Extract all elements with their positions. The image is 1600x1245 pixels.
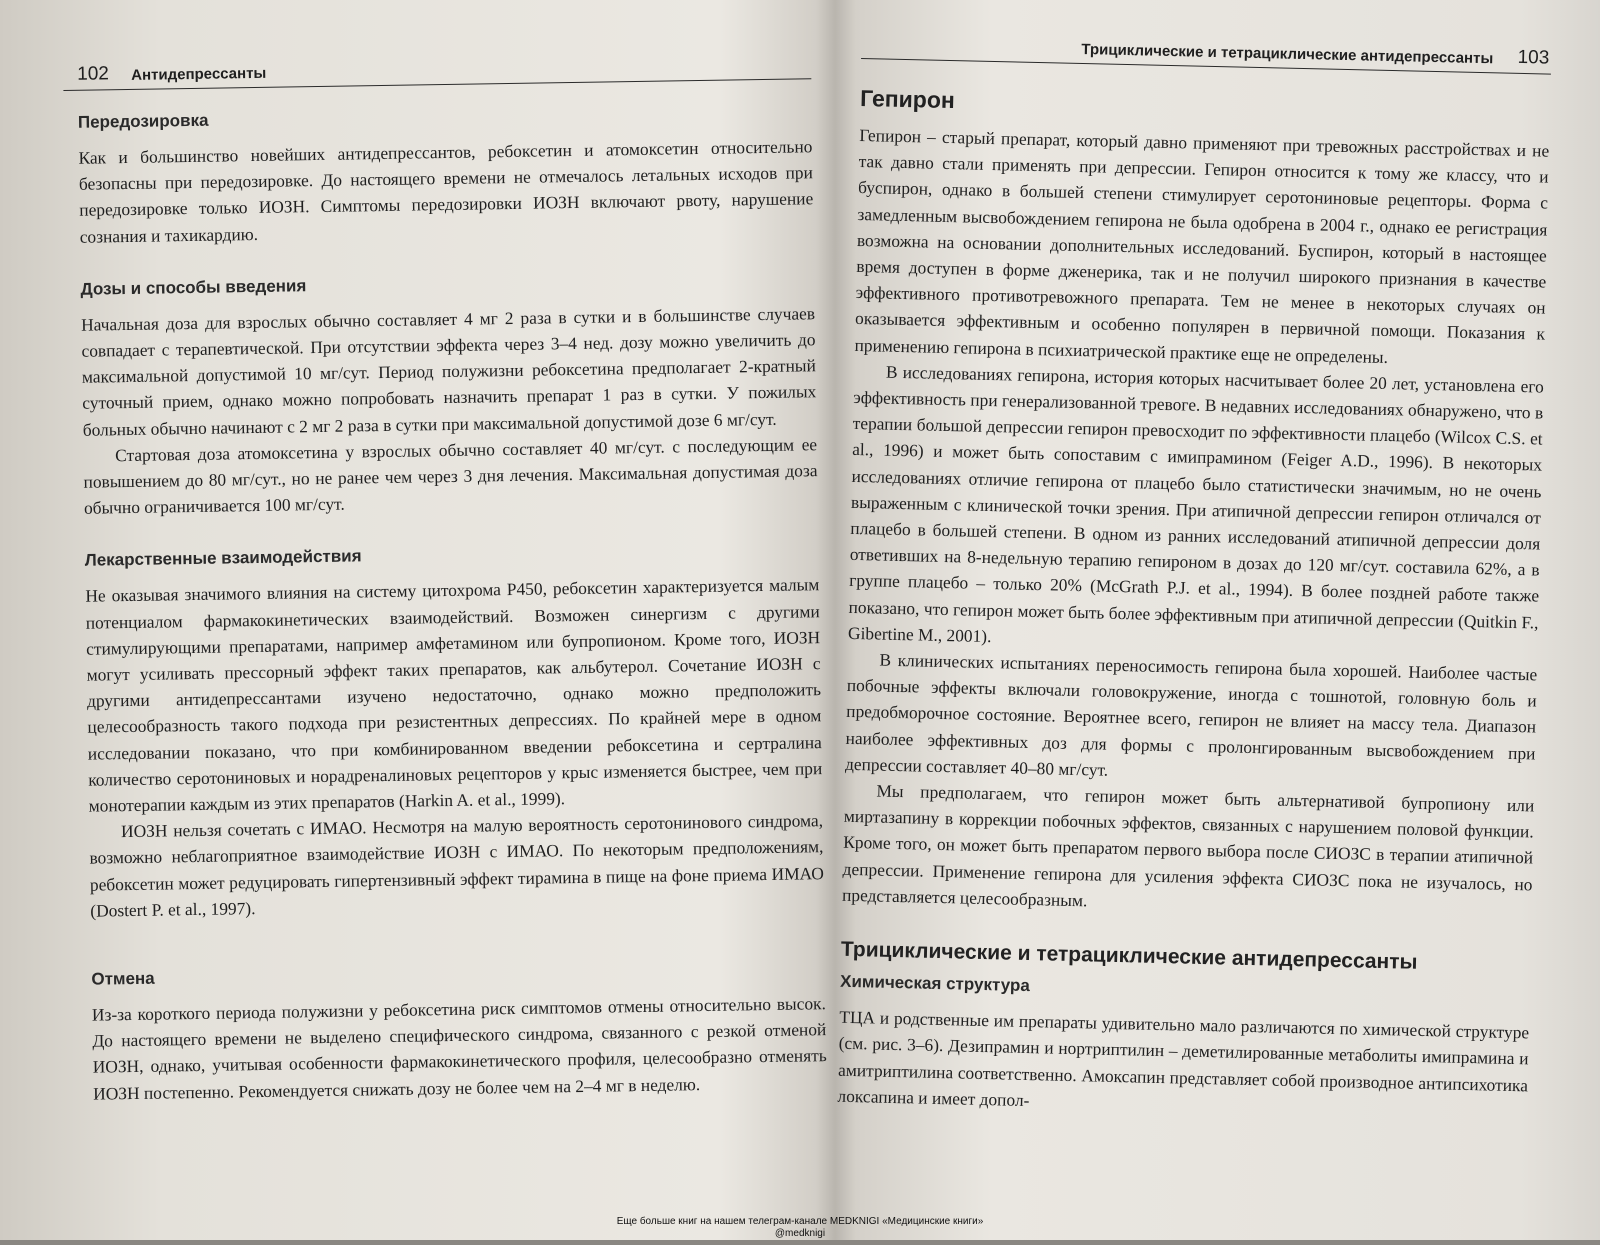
right-page-number: 103 — [1517, 46, 1550, 69]
left-running-title: Антидепрессанты — [131, 64, 267, 84]
section-heading-overdose: Передозировка — [77, 110, 209, 132]
section-heading-withdrawal: Отмена — [91, 968, 155, 989]
left-page-header — [63, 40, 812, 91]
paragraph: Мы предполагаем, что гепирон может быть альтернативой бупропиону или миртазапину в коррекции побочных эффектов, связанных с нарушением половой функции. Кроме того, он может быть препаратом первого выбора после СИОЗС в терапии атипичной депрессии. Применение гепирона для усиления эффекта СИОЗС пока не изучалось, но представляется целесообразным. — [841, 780, 1535, 911]
left-page — [62, 0, 829, 1212]
paragraph: Гепирон – старый препарат, который давно применяют при тревожных расстройствах и не так давно стали применять при депрессии. Гепирон относится к тому же классу, что и буспирон, однако в большей степени стимулирует серотониновые рецепторы. Форма с замедленным высвобождением гепирона не была одобрена в 2004 г., однако ее регистрация возможна на основании дополнительных исследований. Буспирон, который в настоящее время доступен в форме дженерика, так и не получил широкого признания в качестве эффективного противотревожного препарата. Тем не менее в некоторых случаях он оказывается эффективным и особенно популярен в первичной помощи. Показания к применению гепирона в психиатрической практике еще не определены. — [854, 124, 1550, 367]
right-running-title: Трициклические и тетрациклические антидепрессанты — [1081, 40, 1494, 68]
paragraph: В исследованиях гепирона, история которых насчитывает более 20 лет, установлена его эффективность при генерализованной тревоге. В недавних исследованиях обнаружено, что в терапии большой депрессии гепирон превосходит по эффективности плацебо (Wilcox C.S. et al., 1996) и может быть сопоставим с имипрамином (Feiger A.D., 1996). В некоторых исследованиях отличие гепирона от плацебо было статистически значимым, но не очень выраженным с клинической точки зрения. При атипичной депрессии гепирон отличался от плацебо в большей степени. В одном из ранних исследований атипичной депрессии доля ответивших на 8-недельную терапию гепироном в дозах до 120 мг/сут. составила 62%, а в группе плацебо – только 20% (McGrath P.J. et al., 1994). В более поздней работе также показано, что гепирон может быть более эффективным при атипичной депрессии (Quitkin F., Gibertine M., 2001). — [847, 361, 1545, 646]
paragraph: ИОЗН нельзя сочетать с ИМАО. Несмотря на малую вероятность серотонинового синдрома, возможно неблагоприятное взаимодействие ИОЗН с ИМАО. По некоторым предположениям, ребоксетин может редуцировать гипертензивный эффект тирамина в пище на фоне приема ИМАО (Dostert P. et al., 1997). — [89, 810, 824, 921]
right-page-header — [861, 20, 1552, 75]
paragraph: ТЦА и родственные им препараты удивительно мало различаются по химической структуре (см. рис. 3–6). Дезипрамин и нортриптилин – деметилированные метаболиты имипрамина и амитриптилина соответственно. Амоксапин представляет собой производное антипсихотика локсапина и имеет допол- — [837, 1006, 1530, 1110]
right-page — [835, 18, 1552, 1245]
left-page-number: 102 — [77, 63, 110, 85]
section-heading-interactions: Лекарственные взаимодействия — [84, 546, 362, 571]
paragraph: Как и большинство новейших антидепрессантов, ребоксетин и атомоксетин относительно безопасны при передозировке. До настоящего времени не отмечалось летальных исходов при передозировке только ИОЗН. Симптомы передозировки ИОЗН включают рвоту, нарушение сознания и тахикардию. — [78, 136, 814, 247]
paragraph: Начальная доза для взрослых обычно составляет 4 мг 2 раза в сутки и в большинстве случаев совпадает с терапевтической. При отсутствии эффекта через 3–4 нед. дозу можно увеличить до максимальной допустимой 10 мг/сут. Период полужизни ребоксетина предполагает 2-кратный суточный прием, однако можно попробовать назначить препарат 1 раз в сутки. У пожилых больных обычно начинают с 2 мг 2 раза в сутки при максимальной допустимой дозе 6 мг/сут. — [80, 303, 817, 440]
paragraph: В клинических испытаниях переносимость гепирона была хорошей. Наиболее частые побочные эффекты включали головокружение, иногда с тошнотой, головную боль и предобморочное состояние. Вероятнее всего, гепирон не влияет на массу тела. Диапазон наиболее эффективных доз для формы с пролонгированным высвобождением при депрессии составляет 40–80 мг/сут. — [844, 649, 1538, 780]
paragraph: Не оказывая значимого влияния на систему цитохрома P450, ребоксетин характеризуется малым потенциалом фармакокинетических взаимодействий. Возможен синергизм с другими стимулирующими препаратами, например амфетамином или бупропионом. Кроме того, ИОЗН могут усиливать прессорный эффект таких препаратов, как альбутерол. Сочетание ИОЗН с другими антидепрессантами изучено недостаточно, однако можно предположить целесообразность такого подхода при резистентных депрессиях. По крайней мере в одном исследовании показано, что при комбинированном введении ребоксетина и сертралина количество серотониновых и норадреналиновых рецепторов у крыс изменяется быстрее, чем при монотерапии каждым из этих препаратов (Harkin A. et al., 1999). — [85, 574, 823, 816]
paragraph: Стартовая доза атомоксетина у взрослых обычно составляет 40 мг/сут. с последующим ее повышением до 80 мг/сут., но не ранее чем через 3 дня лечения. Максимальная допустимая доза обычно ограничивается 100 мг/сут. — [83, 434, 818, 518]
section-heading-tca: Трициклические и тетрациклические антидепрессанты — [840, 937, 1418, 974]
section-heading-dosage: Дозы и способы введения — [80, 276, 307, 299]
footer-line: Еще больше книг на нашем телеграм-канале MEDKNIGI «Медицинские книги» — [616, 1216, 984, 1227]
footer-watermark — [0, 1216, 1600, 1240]
section-heading-gepirone: Гепирон — [859, 84, 956, 114]
paragraph: Из-за короткого периода полужизни у ребоксетина риск симптомов отмены относительно высок. До настоящего времени не выделено специфического синдрома, связанного с резкой отменой ИОЗН, однако, учитывая особенности фармакокинетического профиля, целесообразно отменять ИОЗН постепенно. Рекомендуется снижать дозу не более чем на 2–4 мг в неделю. — [91, 993, 827, 1104]
footer-handle: @medknigi — [774, 1228, 826, 1239]
subsection-heading-chemical-structure: Химическая структура — [839, 971, 1031, 996]
